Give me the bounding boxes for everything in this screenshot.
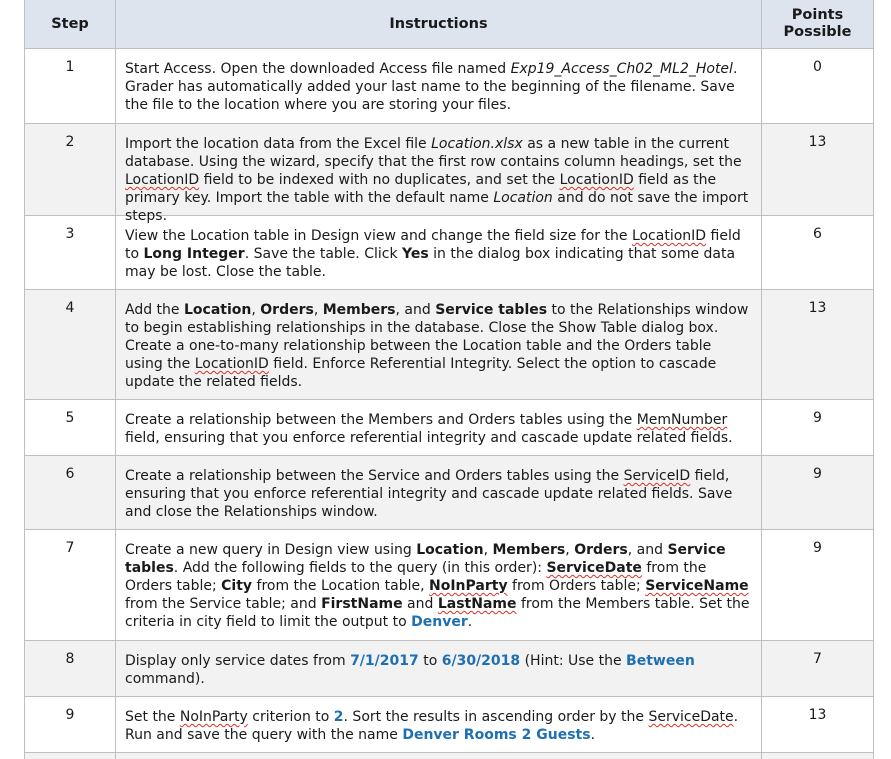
bold-term: City (221, 578, 253, 594)
text-run: . Grader has automatically added your last name to the beginning of the filename. Save the file to the location where you are storing your files. (125, 61, 738, 113)
text-run: Set the (125, 709, 180, 725)
points-value: 9 (762, 530, 874, 640)
text-run: field to be indexed with no duplicates, and set the (199, 172, 560, 188)
instruction-text (116, 697, 762, 752)
text-run: . (590, 727, 596, 743)
table-row (25, 290, 874, 400)
text-run: Create a relationship between the Service and Orders tables using the (125, 468, 624, 484)
field-name: LocationID (194, 356, 269, 372)
header-points-line2: Possible (783, 24, 852, 40)
text-run: View the Location table in Design view and change the field size for the (125, 228, 632, 244)
text-run: and (402, 596, 438, 612)
field-name: NoInParty (179, 709, 248, 725)
filename: Location.xlsx (431, 136, 523, 152)
header-step: Step (25, 0, 116, 48)
bold-term: Service tables (125, 542, 726, 576)
text-run: . Add the following fields to the query (in this order): (173, 560, 547, 576)
table-row (25, 216, 874, 290)
field-name: LastName (437, 596, 517, 612)
field-name: LocationID (559, 172, 634, 188)
text-run: Start Access. Open the downloaded Access file named (125, 61, 511, 77)
text-run: . Sort the results in ascending order by the (343, 709, 649, 725)
highlight-value: Between (626, 653, 695, 669)
points-value: 6 (762, 216, 874, 289)
field-name: LocationID (125, 172, 200, 188)
table-header-row (25, 0, 874, 49)
text-run: Create a new query in Design view using (125, 542, 417, 558)
step-number: 5 (25, 400, 116, 455)
table-row (25, 124, 874, 224)
table-row (25, 456, 874, 530)
field-name: ServiceDate (546, 560, 642, 576)
bold-term: Yes (402, 246, 429, 262)
text-run: from the Location table, (252, 578, 429, 594)
text-run: from the Orders table; (125, 560, 707, 594)
text-run: (Hint: Use the (520, 653, 627, 669)
instruction-text (116, 400, 762, 455)
field-name: MemNumber (636, 412, 728, 428)
highlight-value: 6/30/2018 (441, 653, 521, 669)
text-run: field as the primary key. Import the table with the default name (125, 172, 717, 206)
instruction-text (116, 216, 762, 289)
text-run: to (418, 653, 442, 669)
instruction-text (116, 456, 762, 529)
text-run: field to (125, 228, 741, 262)
header-instructions: Instructions (116, 0, 762, 48)
text-run: Display only service dates from (125, 653, 351, 669)
text-run: Create a relationship between the Members and Orders tables using the (125, 412, 637, 428)
step-number: 4 (25, 290, 116, 399)
text-run: from the Service table; and (125, 596, 322, 612)
highlight-value: Denver (411, 614, 468, 630)
bold-term: Service tables (435, 302, 548, 318)
text-run: , (251, 302, 261, 318)
bold-term: FirstName (321, 596, 403, 612)
header-points-possible (762, 0, 874, 48)
text-run: , (483, 542, 493, 558)
bold-term: Long Integer (143, 246, 245, 262)
step-number-empty (25, 753, 116, 759)
step-number: 3 (25, 216, 116, 289)
text-run: , (313, 302, 323, 318)
text-run: field, ensuring that you enforce referential integrity and cascade update related fields. Save and close the Relationships window. (125, 468, 733, 520)
header-points-line1: Points (791, 7, 844, 23)
bold-term: Members (492, 542, 566, 558)
table-row (25, 697, 874, 753)
bold-term: Orders (574, 542, 628, 558)
text-run: criterion to (247, 709, 334, 725)
text-run: field, ensuring that you enforce referential integrity and cascade update related fields. (125, 430, 733, 446)
field-name: NoInParty (429, 578, 508, 594)
text-run: . Save the table. Click (244, 246, 403, 262)
table-row (25, 400, 874, 456)
highlight-value: 7/1/2017 (350, 653, 419, 669)
text-run: Add the (125, 302, 184, 318)
instruction-text (116, 124, 762, 224)
points-value: 13 (762, 697, 874, 752)
step-number: 1 (25, 49, 116, 123)
points-value: 9 (762, 456, 874, 529)
table-name: Location (493, 190, 553, 206)
table-row (25, 49, 874, 124)
text-run: to the Relationships window to begin establishing relationships in the database. Close the Show Table dialog box. Create a one-to-many relationship between the Location table and the Orders table using the (125, 302, 749, 372)
instruction-text (116, 641, 762, 696)
step-number: 7 (25, 530, 116, 640)
text-run: as a new table in the current database. Using the wizard, specify that the first row contains column headings, set the (125, 136, 742, 170)
instruction-text (116, 290, 762, 399)
text-run: . (467, 614, 473, 630)
text-run: . Run and save the query with the name (125, 709, 739, 743)
text-run: from Orders table; (507, 578, 646, 594)
bold-term: Orders (260, 302, 314, 318)
step-number: 8 (25, 641, 116, 696)
text-run: , and (395, 302, 436, 318)
filename: Exp19_Access_Ch02_ML2_Hotel (510, 61, 733, 77)
field-name: ServiceName (645, 578, 749, 594)
points-value: 13 (762, 290, 874, 399)
table-row (25, 530, 874, 641)
step-number: 9 (25, 697, 116, 752)
field-name: ServiceDate (648, 709, 734, 725)
table-row (25, 753, 874, 759)
field-name: ServiceID (623, 468, 691, 484)
step-number: 2 (25, 124, 116, 215)
field-name: LocationID (631, 228, 707, 244)
instructions-table (24, 0, 874, 759)
bold-term: Members (322, 302, 396, 318)
text-run: command). (125, 671, 205, 687)
points-value: 0 (762, 49, 874, 123)
instruction-text (116, 530, 762, 640)
points-value-empty (762, 753, 874, 759)
instruction-text-empty (116, 753, 762, 759)
points-value: 9 (762, 400, 874, 455)
highlight-value: 2 (333, 709, 344, 725)
text-run: from the Members table. Set the criteria in city field to limit the output to (125, 596, 750, 630)
points-value: 7 (762, 641, 874, 696)
text-run: in the dialog box indicating that some data may be lost. Close the table. (125, 246, 736, 280)
points-value: 13 (762, 124, 874, 215)
bold-term: Location (416, 542, 484, 558)
bold-term: Location (183, 302, 252, 318)
text-run: , (565, 542, 575, 558)
text-run: and do not save the import steps. (125, 190, 749, 224)
text-run: Import the location data from the Excel file (125, 136, 432, 152)
text-run: field. Enforce Referential Integrity. Select the option to cascade update the related fields. (125, 356, 717, 390)
highlight-value: Denver Rooms 2 Guests (402, 727, 591, 743)
instruction-text (116, 49, 762, 123)
step-number: 6 (25, 456, 116, 529)
table-row (25, 641, 874, 697)
text-run: , and (627, 542, 668, 558)
